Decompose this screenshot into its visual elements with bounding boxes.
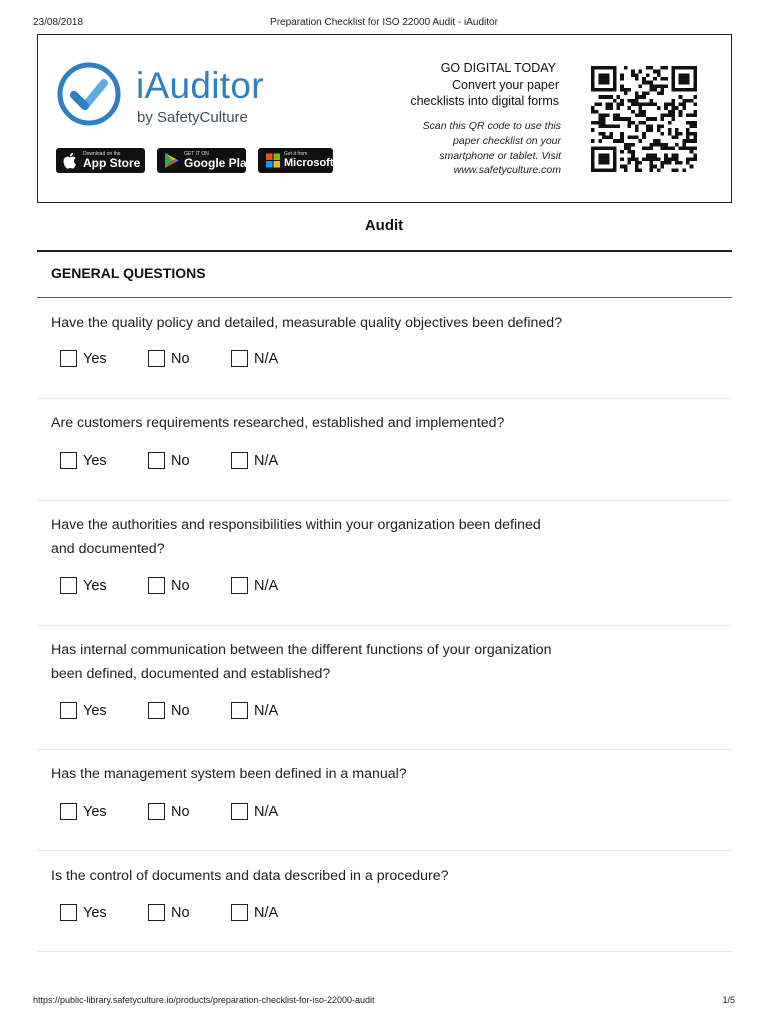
option-label: Yes [83, 904, 107, 921]
option-yes[interactable] [60, 702, 107, 719]
option-no[interactable] [148, 803, 190, 820]
question-line: and documented? [51, 541, 165, 557]
section-title: Audit [364, 217, 404, 234]
checkbox[interactable] [231, 350, 248, 367]
page-number: 1/5 [722, 995, 735, 1005]
option-na[interactable] [231, 702, 278, 719]
microsoft-badge[interactable] [258, 148, 333, 173]
question-divider [37, 951, 732, 952]
app-store-small-text: Download on the [83, 151, 121, 157]
question-divider [37, 500, 732, 501]
question-divider [37, 625, 732, 626]
checkbox[interactable] [231, 577, 248, 594]
option-yes[interactable] [60, 904, 107, 921]
checkbox[interactable] [231, 803, 248, 820]
app-store-label: App Store [83, 156, 141, 170]
microsoft-small-text: Get it from [284, 151, 308, 157]
go-digital-line-2: checklists into digital forms [410, 94, 559, 108]
option-label: No [171, 452, 190, 469]
option-label: N/A [254, 577, 279, 594]
option-label: No [171, 904, 190, 921]
checkbox[interactable] [60, 350, 77, 367]
option-label: N/A [254, 803, 279, 820]
option-label: Yes [83, 803, 107, 820]
checkbox[interactable] [148, 452, 165, 469]
windows-icon [265, 152, 281, 169]
option-label: No [171, 702, 190, 719]
question-divider [37, 850, 732, 851]
question-line: been defined, documented and established? [51, 666, 331, 682]
checkbox[interactable] [231, 702, 248, 719]
checkbox[interactable] [148, 577, 165, 594]
qr-note-line-4: www.safetyculture.com [453, 164, 561, 176]
option-na[interactable] [231, 803, 278, 820]
option-na[interactable] [231, 452, 278, 469]
option-na[interactable] [231, 577, 278, 594]
option-label: Yes [83, 350, 107, 367]
question-text [51, 513, 631, 561]
question-line: Have the authorities and responsibilities within your organization been defined [51, 517, 541, 533]
option-label: N/A [254, 452, 279, 469]
option-label: Yes [83, 452, 107, 469]
google-play-badge[interactable] [157, 148, 254, 173]
checkbox[interactable] [148, 803, 165, 820]
question-line: Has internal communication between the different functions of your organization [51, 642, 552, 658]
option-yes[interactable] [60, 452, 107, 469]
logo-wordmark: iAuditor [136, 65, 264, 106]
qr-code-icon[interactable] [591, 66, 697, 172]
group-title: GENERAL QUESTIONS [51, 265, 206, 281]
checkbox[interactable] [231, 452, 248, 469]
option-label: Yes [83, 577, 107, 594]
iauditor-logo-icon [56, 61, 122, 127]
option-label: N/A [254, 904, 279, 921]
checkbox[interactable] [148, 702, 165, 719]
option-na[interactable] [231, 350, 278, 367]
option-label: No [171, 577, 190, 594]
checkbox[interactable] [148, 350, 165, 367]
option-label: N/A [254, 702, 279, 719]
qr-note-line-3: smartphone or tablet. Visit [439, 150, 561, 162]
checkbox[interactable] [60, 702, 77, 719]
option-no[interactable] [148, 702, 190, 719]
checkbox[interactable] [60, 803, 77, 820]
google-play-small-text: GET IT ON [184, 151, 209, 157]
question-line: Has the management system been defined in a manual? [51, 766, 407, 782]
question-text [51, 864, 631, 888]
checkbox[interactable] [148, 904, 165, 921]
question-text [51, 638, 631, 686]
option-no[interactable] [148, 577, 190, 594]
section-divider [37, 250, 732, 252]
microsoft-label: Microsoft [284, 157, 334, 169]
question-line: Have the quality policy and detailed, measurable quality objectives been defined? [51, 315, 563, 331]
apple-icon [63, 152, 79, 169]
option-label: No [171, 803, 190, 820]
qr-note-line-2: paper checklist on your [453, 135, 561, 147]
checkbox[interactable] [60, 904, 77, 921]
question-divider [37, 398, 732, 399]
promo-banner [37, 34, 732, 203]
go-digital-title: GO DIGITAL TODAY [440, 61, 556, 75]
option-no[interactable] [148, 904, 190, 921]
option-yes[interactable] [60, 350, 107, 367]
print-title: Preparation Checklist for ISO 22000 Audit - iAuditor [270, 17, 498, 28]
question-divider [37, 749, 732, 750]
question-line: Are customers requirements researched, established and implemented? [51, 415, 505, 431]
option-no[interactable] [148, 350, 190, 367]
logo-subtitle: by SafetyCulture [137, 109, 248, 126]
question-text [51, 311, 631, 335]
question-text [51, 411, 631, 435]
group-divider [37, 297, 732, 298]
checkbox[interactable] [231, 904, 248, 921]
footer-url[interactable]: https://public-library.safetyculture.io/products/preparation-checklist-for-iso-22000-audit [33, 995, 375, 1005]
option-label: Yes [83, 702, 107, 719]
play-icon [164, 152, 180, 169]
question-text [51, 762, 631, 786]
google-play-label: Google Play [184, 156, 254, 170]
print-date: 23/08/2018 [33, 17, 84, 28]
option-na[interactable] [231, 904, 278, 921]
go-digital-line-1: Convert your paper [451, 78, 559, 92]
option-label: N/A [254, 350, 279, 367]
option-no[interactable] [148, 452, 190, 469]
checkbox[interactable] [60, 452, 77, 469]
qr-note-line-1: Scan this QR code to use this [422, 120, 561, 132]
question-line: Is the control of documents and data described in a procedure? [51, 868, 449, 884]
option-yes[interactable] [60, 803, 107, 820]
checkbox[interactable] [60, 577, 77, 594]
app-store-badge[interactable] [56, 148, 145, 173]
option-label: No [171, 350, 190, 367]
option-yes[interactable] [60, 577, 107, 594]
